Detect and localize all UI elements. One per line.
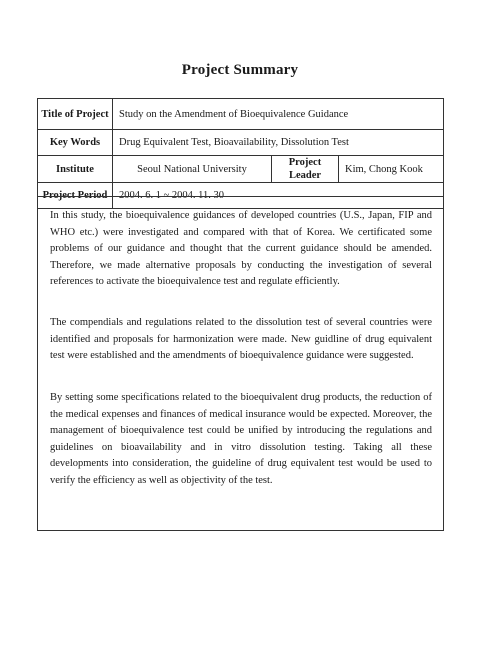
- summary-paragraph-2: The compendials and regulations related to the dissolution test of several countries were identified and proposals for harmonization were made. New guidline of drug equivalent test were established and the amendments of bioequivalence guidance were suggested.: [50, 317, 432, 361]
- institute-value: Seoul National University: [113, 156, 272, 183]
- summary-paragraph-3: By setting some specifications related to the bioequivalent drug products, the reduction of the medical expenses and finances of medical insurance would be expected. Moreover, the management of bioequivalence test could be unified by introducing the regulations and guidelines on bioavailability and in vitro dissolution testing. Taking all these developments into consideration, the guideline of drug equivalent test would be used to verify the efficiency as well as objectivity of the test.: [50, 392, 432, 486]
- keywords-label: Key Words: [38, 130, 113, 156]
- title-value: Study on the Amendment of Bioequivalence Guidance: [113, 99, 444, 130]
- institute-label: Institute: [38, 156, 113, 183]
- period-value: 2004. 6. 1 ~ 2004. 11. 30: [113, 183, 444, 209]
- project-info-table: [37, 98, 444, 209]
- page-title: Project Summary: [181, 62, 299, 78]
- title-row: [38, 99, 444, 130]
- summary-paragraph-1: In this study, the bioequivalence guidances of developed countries (U.S., Japan, FIP and WHO etc.) were investigated and compared with that of Korea. We certificated some problems of our guidance and thought that the current guidance should be amended. Therefore, we made alternative proposals by conducting the investigation of several references to activate the bioequivalence test and regulate efficiently.: [50, 210, 432, 287]
- keywords-row: [38, 130, 444, 156]
- leader-value: Kim, Chong Kook: [339, 156, 444, 183]
- keywords-value: Drug Equivalent Test, Bioavailability, Dissolution Test: [113, 130, 444, 156]
- period-label: Project Period: [38, 183, 113, 209]
- summary-box: [37, 196, 444, 531]
- title-label: Title of Project: [38, 99, 113, 130]
- institute-row: [38, 156, 444, 183]
- leader-label: Project Leader: [272, 156, 339, 183]
